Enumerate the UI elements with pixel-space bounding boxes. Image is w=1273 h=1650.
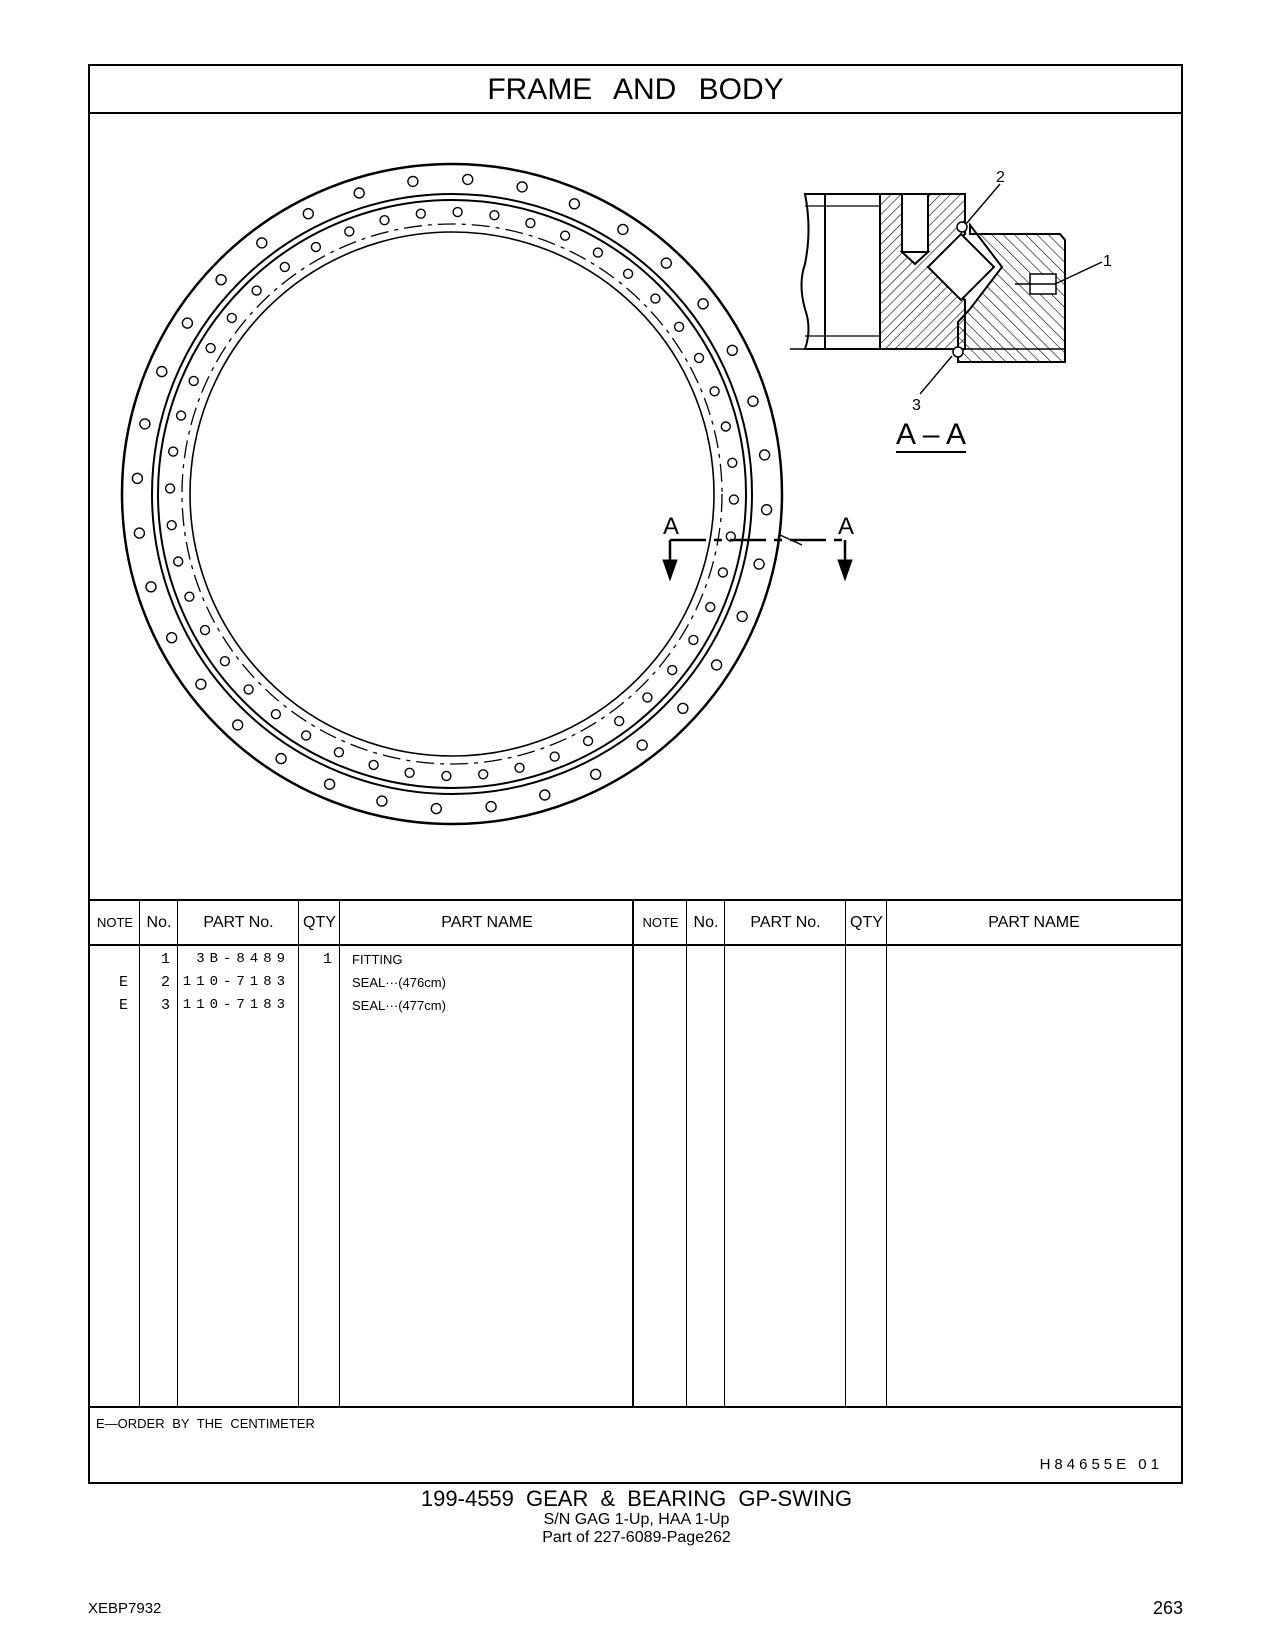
bolt-hole: [727, 345, 737, 355]
bolt-hole: [140, 419, 150, 429]
bolt-hole: [675, 322, 684, 331]
table-row: [90, 994, 1181, 1017]
bolt-hole: [431, 804, 441, 814]
cut-letter-left: A: [663, 513, 680, 540]
bolt-hole: [408, 176, 418, 186]
bolt-hole: [637, 740, 647, 750]
bolt-hole: [718, 568, 727, 577]
row-qty: 1: [322, 951, 332, 968]
row-part-no: 110-7183: [182, 997, 290, 1013]
row-no: 1: [160, 951, 170, 968]
bolt-hole: [345, 227, 354, 236]
bolt-hole: [618, 224, 628, 234]
header-part-no-2: PART No.: [750, 913, 821, 931]
bolt-hole: [174, 557, 183, 566]
caption-title: 199-4559 GEAR & BEARING GP-SWING: [420, 1486, 853, 1511]
bolt-hole: [334, 748, 343, 757]
bolt-hole: [167, 633, 177, 643]
bolt-hole: [201, 626, 210, 635]
callout-3: 3: [912, 397, 921, 414]
bolt-hole: [463, 174, 473, 184]
row-note: [90, 948, 140, 971]
bolt-hole: [303, 209, 313, 219]
bolt-hole: [405, 768, 414, 777]
bolt-hole: [706, 603, 715, 612]
row-part-name: SEAL···(477cm): [352, 998, 446, 1013]
bolt-hole: [517, 182, 527, 192]
bolt-hole: [167, 521, 176, 530]
bolt-hole: [561, 231, 570, 240]
bolt-hole: [206, 344, 215, 353]
bolt-hole: [729, 495, 738, 504]
bolt-hole: [380, 216, 389, 225]
bolt-hole: [710, 387, 719, 396]
bolt-hole: [311, 243, 320, 252]
inner-bolt-holes: [166, 208, 739, 781]
document-id: XEBP7932: [88, 1600, 162, 1617]
bolt-hole: [257, 238, 267, 248]
bolt-hole: [416, 209, 425, 218]
bolt-hole: [132, 473, 142, 483]
page-number: 263: [1152, 1598, 1183, 1618]
bolt-hole: [233, 720, 243, 730]
gear-bearing-illustration: [90, 114, 1181, 899]
outer-bolt-holes: [132, 174, 771, 813]
bolt-hole: [216, 275, 226, 285]
row-part-name: SEAL···(476cm): [352, 975, 446, 990]
bolt-hole: [721, 422, 730, 431]
table-row: [90, 948, 1181, 971]
section-detail: [790, 184, 1102, 394]
header-part-name-2: PART NAME: [988, 913, 1080, 931]
row-part-name: FITTING: [352, 952, 403, 967]
bolt-hole: [643, 693, 652, 702]
bolt-hole: [651, 294, 660, 303]
row-no: 2: [160, 974, 170, 991]
parts-table-body: [90, 946, 1181, 1408]
bolt-hole: [302, 731, 311, 740]
bolt-hole: [515, 763, 524, 772]
bolt-hole: [134, 528, 144, 538]
section-label: A – A: [896, 418, 967, 451]
bolt-hole: [280, 262, 289, 271]
bearing-ring: [122, 164, 782, 824]
bolt-hole: [169, 447, 178, 456]
bolt-hole: [252, 286, 261, 295]
header-part-no: PART No.: [203, 913, 274, 931]
parts-table-header: [90, 899, 1181, 946]
bolt-hole: [569, 199, 579, 209]
bolt-hole: [227, 313, 236, 322]
bolt-hole: [453, 208, 462, 217]
bolt-hole: [591, 769, 601, 779]
row-part-no: 3B-8489: [196, 951, 290, 967]
header-qty-2: QTY: [850, 913, 883, 931]
row-qty: [299, 971, 340, 994]
row-note: E: [118, 974, 128, 991]
parts-sheet-frame: [88, 64, 1183, 1484]
bolt-hole: [540, 790, 550, 800]
bolt-hole: [615, 717, 624, 726]
caption-part-of: Part of 227-6089-Page262: [542, 1529, 731, 1546]
row-part-no: 110-7183: [182, 974, 290, 990]
bolt-hole: [377, 796, 387, 806]
table-footnote: E—ORDER BY THE CENTIMETER: [96, 1416, 315, 1431]
header-note-2: NOTE: [642, 915, 679, 930]
parts-drawing: [90, 114, 1181, 899]
callout-1: 1: [1103, 253, 1112, 270]
bolt-hole: [146, 582, 156, 592]
bolt-hole: [244, 685, 253, 694]
bolt-hole: [737, 611, 747, 621]
caption-serial: S/N GAG 1-Up, HAA 1-Up: [543, 1511, 730, 1528]
bolt-hole: [442, 771, 451, 780]
bolt-hole: [271, 710, 280, 719]
bolt-hole: [486, 802, 496, 812]
bolt-hole: [177, 411, 186, 420]
bolt-hole: [189, 376, 198, 385]
header-note: NOTE: [96, 915, 134, 930]
section-cut-line: [663, 535, 852, 580]
table-row: [90, 971, 1181, 994]
bolt-hole: [354, 188, 364, 198]
bolt-hole: [166, 484, 175, 493]
bolt-hole: [369, 760, 378, 769]
header-part-name: PART NAME: [441, 913, 533, 931]
bolt-hole: [182, 318, 192, 328]
bolt-hole: [762, 505, 772, 515]
header-qty: QTY: [303, 913, 336, 931]
bolt-hole: [754, 559, 764, 569]
cut-letter-right: A: [838, 513, 855, 540]
bolt-hole: [185, 592, 194, 601]
bolt-hole: [661, 258, 671, 268]
bolt-hole: [526, 219, 535, 228]
bolt-hole: [220, 657, 229, 666]
bolt-hole: [479, 770, 488, 779]
bolt-hole: [276, 754, 286, 764]
bolt-hole: [584, 737, 593, 746]
bolt-hole: [698, 299, 708, 309]
bolt-hole: [678, 703, 688, 713]
row-note: E: [118, 997, 128, 1014]
bolt-hole: [689, 635, 698, 644]
bolt-hole: [196, 679, 206, 689]
bolt-hole: [593, 248, 602, 257]
bolt-hole: [748, 396, 758, 406]
header-no: No.: [146, 913, 172, 931]
row-no: 3: [160, 997, 170, 1014]
bolt-hole: [325, 779, 335, 789]
bolt-hole: [728, 458, 737, 467]
bolt-hole: [624, 269, 633, 278]
drawing-number: H84655E 01: [1039, 1456, 1163, 1473]
bolt-hole: [712, 660, 722, 670]
bolt-hole: [157, 367, 167, 377]
sheet-title: FRAME AND BODY: [90, 66, 1181, 114]
bolt-hole: [550, 752, 559, 761]
row-qty: [299, 994, 340, 1017]
header-no-2: No.: [693, 913, 719, 931]
bolt-hole: [760, 450, 770, 460]
callout-2: 2: [996, 169, 1005, 186]
bolt-hole: [490, 211, 499, 220]
bolt-hole: [695, 353, 704, 362]
bolt-hole: [668, 666, 677, 675]
